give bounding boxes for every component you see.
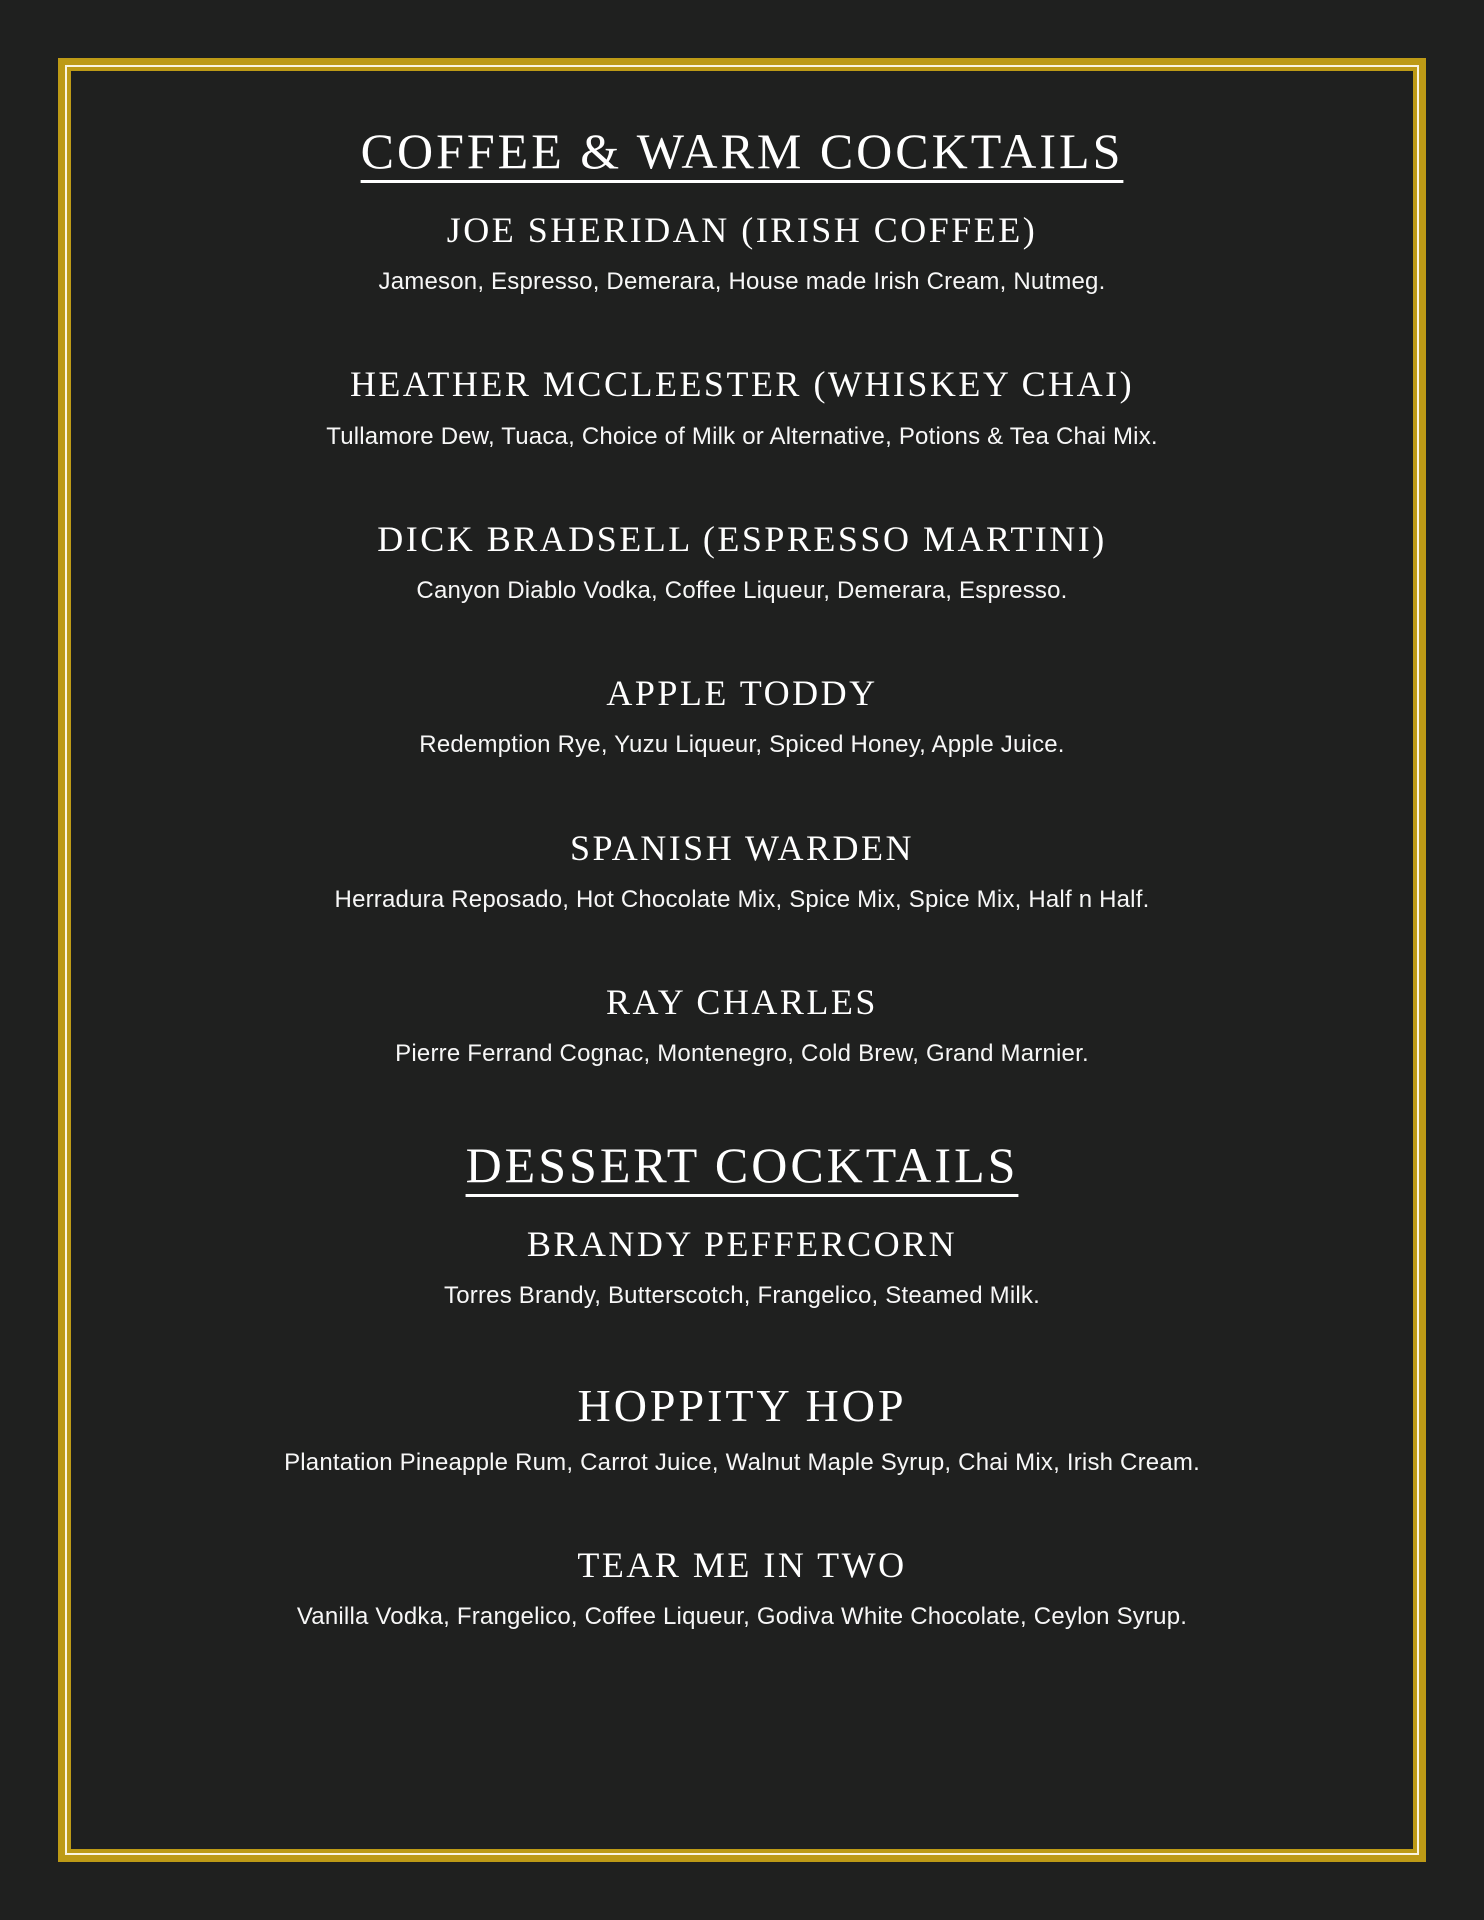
gold-frame-cream-line <box>65 65 1419 1855</box>
item-name: SPANISH WARDEN <box>569 827 915 868</box>
gold-frame-outer <box>58 58 1426 1862</box>
item-name: APPLE TODDY <box>606 673 878 714</box>
menu-item <box>71 827 1413 915</box>
item-description: Canyon Diablo Vodka, Coffee Liqueur, Demerara, Espresso. <box>416 576 1068 604</box>
menu-item <box>71 363 1413 451</box>
menu-content <box>71 71 1413 1849</box>
item-description: Pierre Ferrand Cognac, Montenegro, Cold Brew, Grand Marnier. <box>395 1040 1089 1068</box>
section-title: DESSERT COCKTAILS <box>465 1137 1019 1194</box>
item-name: RAY CHARLES <box>606 981 878 1022</box>
menu-item <box>71 209 1413 297</box>
item-description: Vanilla Vodka, Frangelico, Coffee Liqueur, Godiva White Chocolate, Ceylon Syrup. <box>296 1603 1188 1631</box>
item-description: Redemption Rye, Yuzu Liqueur, Spiced Honey, Apple Juice. <box>419 731 1065 759</box>
item-name: TEAR ME IN TWO <box>577 1545 907 1585</box>
item-name: BRANDY PEFFERCORN <box>526 1224 958 1265</box>
menu-item <box>71 1544 1413 1632</box>
menu-item <box>71 1223 1413 1311</box>
item-name: HOPPITY HOP <box>577 1379 907 1431</box>
item-name: JOE SHERIDAN (IRISH COFFEE) <box>446 210 1038 250</box>
item-description: Plantation Pineapple Rum, Carrot Juice, Walnut Maple Syrup, Chai Mix, Irish Cream. <box>284 1448 1200 1476</box>
item-description: Torres Brandy, Butterscotch, Frangelico, Steamed Milk. <box>444 1282 1040 1310</box>
item-name: HEATHER MCCLEESTER (WHISKEY CHAI) <box>349 364 1135 405</box>
item-description: Herradura Reposado, Hot Chocolate Mix, Spice Mix, Spice Mix, Half n Half. <box>334 885 1150 913</box>
menu-item <box>71 1378 1413 1478</box>
menu-item <box>71 981 1413 1069</box>
item-description: Tullamore Dew, Tuaca, Choice of Milk or Alternative, Potions & Tea Chai Mix. <box>326 422 1158 450</box>
item-name: DICK BRADSELL (ESPRESSO MARTINI) <box>377 518 1107 559</box>
item-description: Jameson, Espresso, Demerara, House made Irish Cream, Nutmeg. <box>378 268 1106 296</box>
gold-frame-inner <box>67 67 1417 1853</box>
menu-item <box>71 518 1413 606</box>
section-title: COFFEE & WARM COCKTAILS <box>360 123 1124 179</box>
menu-item <box>71 672 1413 760</box>
